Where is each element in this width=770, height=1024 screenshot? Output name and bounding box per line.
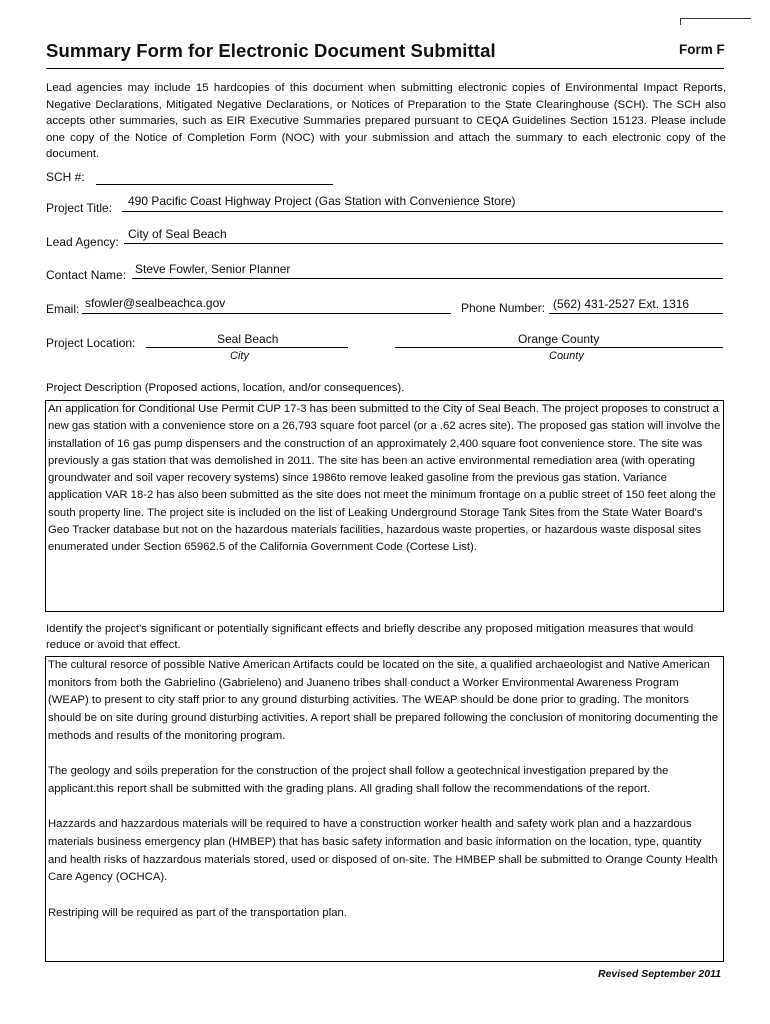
- city-value[interactable]: Seal Beach: [217, 332, 279, 346]
- effects-text: [46, 657, 723, 922]
- county-underline: [395, 347, 723, 348]
- county-caption: County: [549, 350, 584, 362]
- project-title-value[interactable]: 490 Pacific Coast Highway Project (Gas Station with Convenience Store): [128, 194, 516, 208]
- project-title-underline: [122, 211, 723, 212]
- sch-underline: [96, 184, 333, 185]
- lead-agency-underline: [124, 243, 723, 244]
- email-value[interactable]: sfowler@sealbeachca.gov: [85, 296, 226, 310]
- corner-mark: [680, 18, 751, 25]
- phone-value[interactable]: (562) 431-2527 Ext. 1316: [553, 297, 690, 311]
- description-text: An application for Conditional Use Permit CUP 17-3 has been submitted to the City of Seal Beach. The project proposes to construct a new gas station with a convenience store on a 26,793 square foot parcel (or a .62 acres site). The proposed gas station will involve the installation of 16 gas pump dispensers and the construction of an approximately 2,400 square foot convenience store. The site was previously a gas station that was demolished in 2011. The site has been an active environmental remediation area (with operating groundwater and soil vaper recovery systems) since 1986to remove leaked gasoline from the previous gas station. Variance application VAR 18-2 has also been submitted as the site does not meet the minimum frontage on a public street of 150 feet along the south property line. The project site is included on the list of Leaking Underground Storage Tank Sites from the State Water Board's Geo Tracker database but not on the hazardous materials facilities, hazardous waste properties, or hazardous waste disposal sites enumerated under Section 65962.5 of the California Government Code (Cortese List).: [48, 403, 721, 554]
- effect-paragraph-transportation: Restriping will be required as part of the transportation plan.: [48, 906, 347, 919]
- effects-box[interactable]: [45, 656, 724, 962]
- effect-paragraph-hazards: Hazzards and hazzardous materials will be required to have a construction worker health and safety work plan and a hazzardous materials business emergency plan (HMBEP) that has basic safety information and basic information on the location, type, quantity and health risks of hazzardous materials stored, used or disposed of on-site. The HMBEP shall be submitted to Orange County Health Care Agency (OCHCA).: [48, 818, 718, 884]
- page-title: Summary Form for Electronic Document Submittal: [46, 40, 496, 61]
- contact-name-label: Contact Name:: [46, 268, 127, 282]
- effect-paragraph-cultural: The cultural resorce of possible Native American Artifacts could be located on the site, a qualified archaeologist and Native American monitors from both the Gabrielino (Gabrieleno) and Juaneno tribes shall conduct a Worker Environmental Awareness Program (WEAP) to present to city staff prior to any ground disturbing activities. The WEAP should be done prior to grading. The monitors should be on site during ground disturbing activities. A report shall be prepared following the conclusion of monitoring documenting the methods and results of the monitoring program.: [48, 659, 719, 742]
- phone-underline: [549, 313, 723, 314]
- city-underline: [146, 347, 348, 348]
- email-label: Email:: [46, 302, 80, 316]
- description-box[interactable]: [45, 400, 724, 612]
- form-id: Form F: [679, 42, 725, 57]
- email-underline: [82, 313, 451, 314]
- lead-agency-label: Lead Agency:: [46, 235, 119, 249]
- project-title-label: Project Title:: [46, 201, 113, 215]
- project-location-label: Project Location:: [46, 336, 136, 350]
- contact-name-value[interactable]: Steve Fowler, Senior Planner: [135, 262, 291, 276]
- intro-paragraph: Lead agencies may include 15 hardcopies of this document when submitting electronic copies of Environmental Impact Reports, Negative Declarations, Mitigated Negative Declarations, or Notices of Preparation to the State Clearinghouse (SCH). The SCH also accepts other summaries, such as EIR Executive Summaries prepared pursuant to CEQA Guidelines Section 15123. Please include one copy of the Notice of Completion Form (NOC) with your submission and attach the summary to each electronic copy of the document.: [46, 82, 726, 161]
- city-caption: City: [230, 350, 249, 362]
- phone-label: Phone Number:: [461, 301, 546, 315]
- revision-note: Revised September 2011: [598, 968, 721, 980]
- title-divider: [46, 68, 724, 69]
- sch-label: SCH #:: [46, 170, 85, 184]
- effect-paragraph-geology: The geology and soils preperation for the construction of the project shall follow a geotechnical investigation prepared by the applicant.this report shall be submitted with the grading plans. All grading shall follow the recommendations of the report.: [48, 765, 669, 795]
- description-question: Project Description (Proposed actions, location, and/or consequences).: [46, 382, 405, 394]
- contact-name-underline: [132, 278, 723, 279]
- effects-question: Identify the project's significant or potentially significant effects and briefly describe any proposed mitigation measures that would reduce or avoid that effect.: [46, 623, 694, 652]
- county-value[interactable]: Orange County: [518, 332, 600, 346]
- lead-agency-value[interactable]: City of Seal Beach: [128, 227, 227, 241]
